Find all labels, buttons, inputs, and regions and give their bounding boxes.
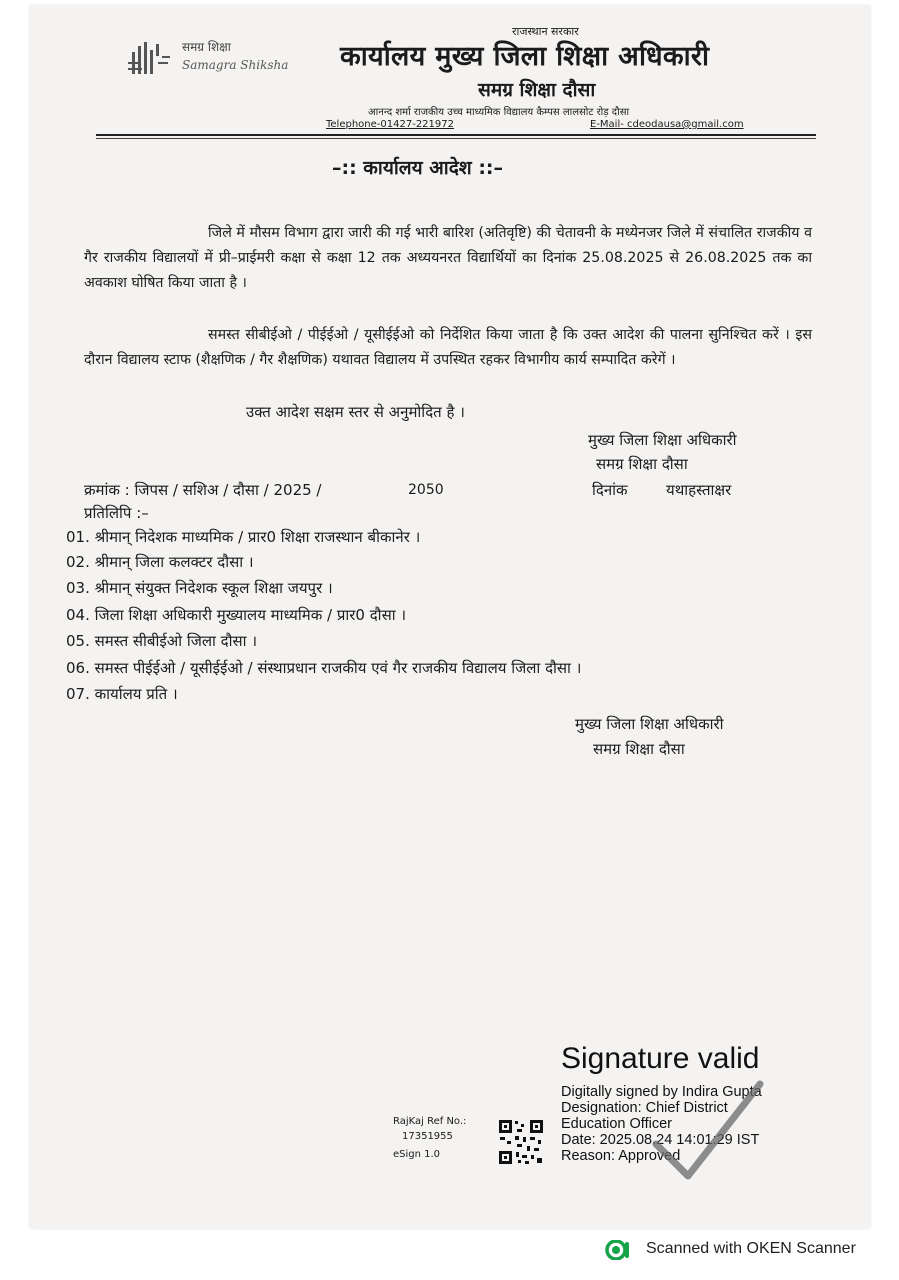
office-address: आनन्द शर्मा राजकीय उच्च माध्यमिक विद्यालय कैम्पस लालसोट रोड़ दौसा [368,107,630,118]
oken-scanner-logo-icon [605,1240,633,1260]
logo-icon [128,38,174,78]
qr-code-icon [497,1118,545,1166]
copy-item: 02. श्रीमान् जिला कलक्टर दौसा । [66,553,254,571]
reference-number: 2050 [408,482,444,498]
copy-item: 05. समस्त सीबीईओ जिला दौसा । [66,632,258,650]
copy-item: 04. जिला शिक्षा अधिकारी मुख्यालय माध्यमिक / प्रार0 दौसा । [66,606,407,624]
logo-english-text: Samagra Shiksha [182,58,289,72]
order-paragraph-1 [84,221,812,296]
office-subtitle: समग्र शिक्षा दौसा [478,79,596,101]
copy-to-label: प्रतिलिपि :– [84,504,149,522]
copy-item: 03. श्रीमान् संयुक्त निदेशक स्कूल शिक्षा जयपुर । [66,579,333,597]
office-title: कार्यालय मुख्य जिला शिक्षा अधिकारी [340,41,710,72]
signature-valid-status: Signature valid [561,1042,760,1075]
order-heading: –:: कार्यालय आदेश ::– [332,157,504,179]
paragraph-1-text: जिले में मौसम विभाग द्वारा जारी की गई भारी बारिश (अतिवृष्टि) की चेतावनी के मध्येनजर जिले में संचालित राजकीय व गैर राजकीय विद्यालयों में प्री–प्राईमरी कक्षा से कक्षा 12 तक अध्ययनरत विद्यार्थियों का दिनांक 25.08.2025 से 26.08.2025 तक का अवकाश घोषित किया जाता है । [84,225,812,291]
copy-item: 07. कार्यालय प्रति । [66,685,178,703]
scanner-watermark: Scanned with OKEN Scanner [646,1240,856,1257]
signature-office: समग्र शिक्षा दौसा [593,740,685,758]
signature-reason: Reason: Approved [561,1148,681,1164]
signer-designation: Designation: Chief District [561,1100,728,1116]
signed-by: Digitally signed by Indira Gupta [561,1084,762,1100]
reference-number-label: क्रमांक : जिपस / सशिअ / दौसा / 2025 / [84,481,322,499]
date-label: दिनांक [592,481,628,499]
approval-note: उक्त आदेश सक्षम स्तर से अनुमोदित है । [246,403,465,421]
signatory-title: मुख्य जिला शिक्षा अधिकारी [588,431,737,449]
header-divider-thin [96,138,816,139]
paragraph-2-text: समस्त सीबीईओ / पीईईओ / यूसीईईओ को निर्देशित किया जाता है कि उक्त आदेश की पालना सुनिश्चित करें । इस दौरान विद्यालय स्टाफ (शैक्षणिक / गैर शैक्षणिक) यथावत विद्यालय में उपस्थित रहकर विभागीय कार्य सम्पादित करेगें । [84,327,812,368]
samagra-shiksha-logo [128,36,318,81]
date-value: यथाहस्ताक्षर [666,481,732,499]
telephone: Telephone-01427-221972 [326,119,454,130]
copy-item: 01. श्रीमान् निदेशक माध्यमिक / प्रार0 शिक्षा राजस्थान बीकानेर । [66,528,421,546]
email-address: E-Mail- cdeodausa@gmail.com [590,119,744,130]
esign-version: eSign 1.0 [393,1149,441,1160]
rajkaj-ref-number: 17351955 [402,1131,453,1142]
signer-designation-line2: Education Officer [561,1116,672,1132]
order-paragraph-2 [84,323,812,373]
document-page [30,6,870,1228]
signature-date: Date: 2025.08.24 14:01:29 IST [561,1132,760,1148]
signatory-office: समग्र शिक्षा दौसा [596,455,688,473]
copy-item: 06. समस्त पीईईओ / यूसीईईओ / संस्थाप्रधान राजकीय एवं गैर राजकीय विद्यालय जिला दौसा । [66,659,582,677]
validation-checkmark-icon [648,1076,768,1186]
government-label: राजस्थान सरकार [512,25,579,38]
signature-title: मुख्य जिला शिक्षा अधिकारी [575,715,724,733]
header-divider [96,134,816,136]
rajkaj-ref-label: RajKaj Ref No.: [393,1116,467,1127]
logo-hindi-text: समग्र शिक्षा [182,40,231,54]
